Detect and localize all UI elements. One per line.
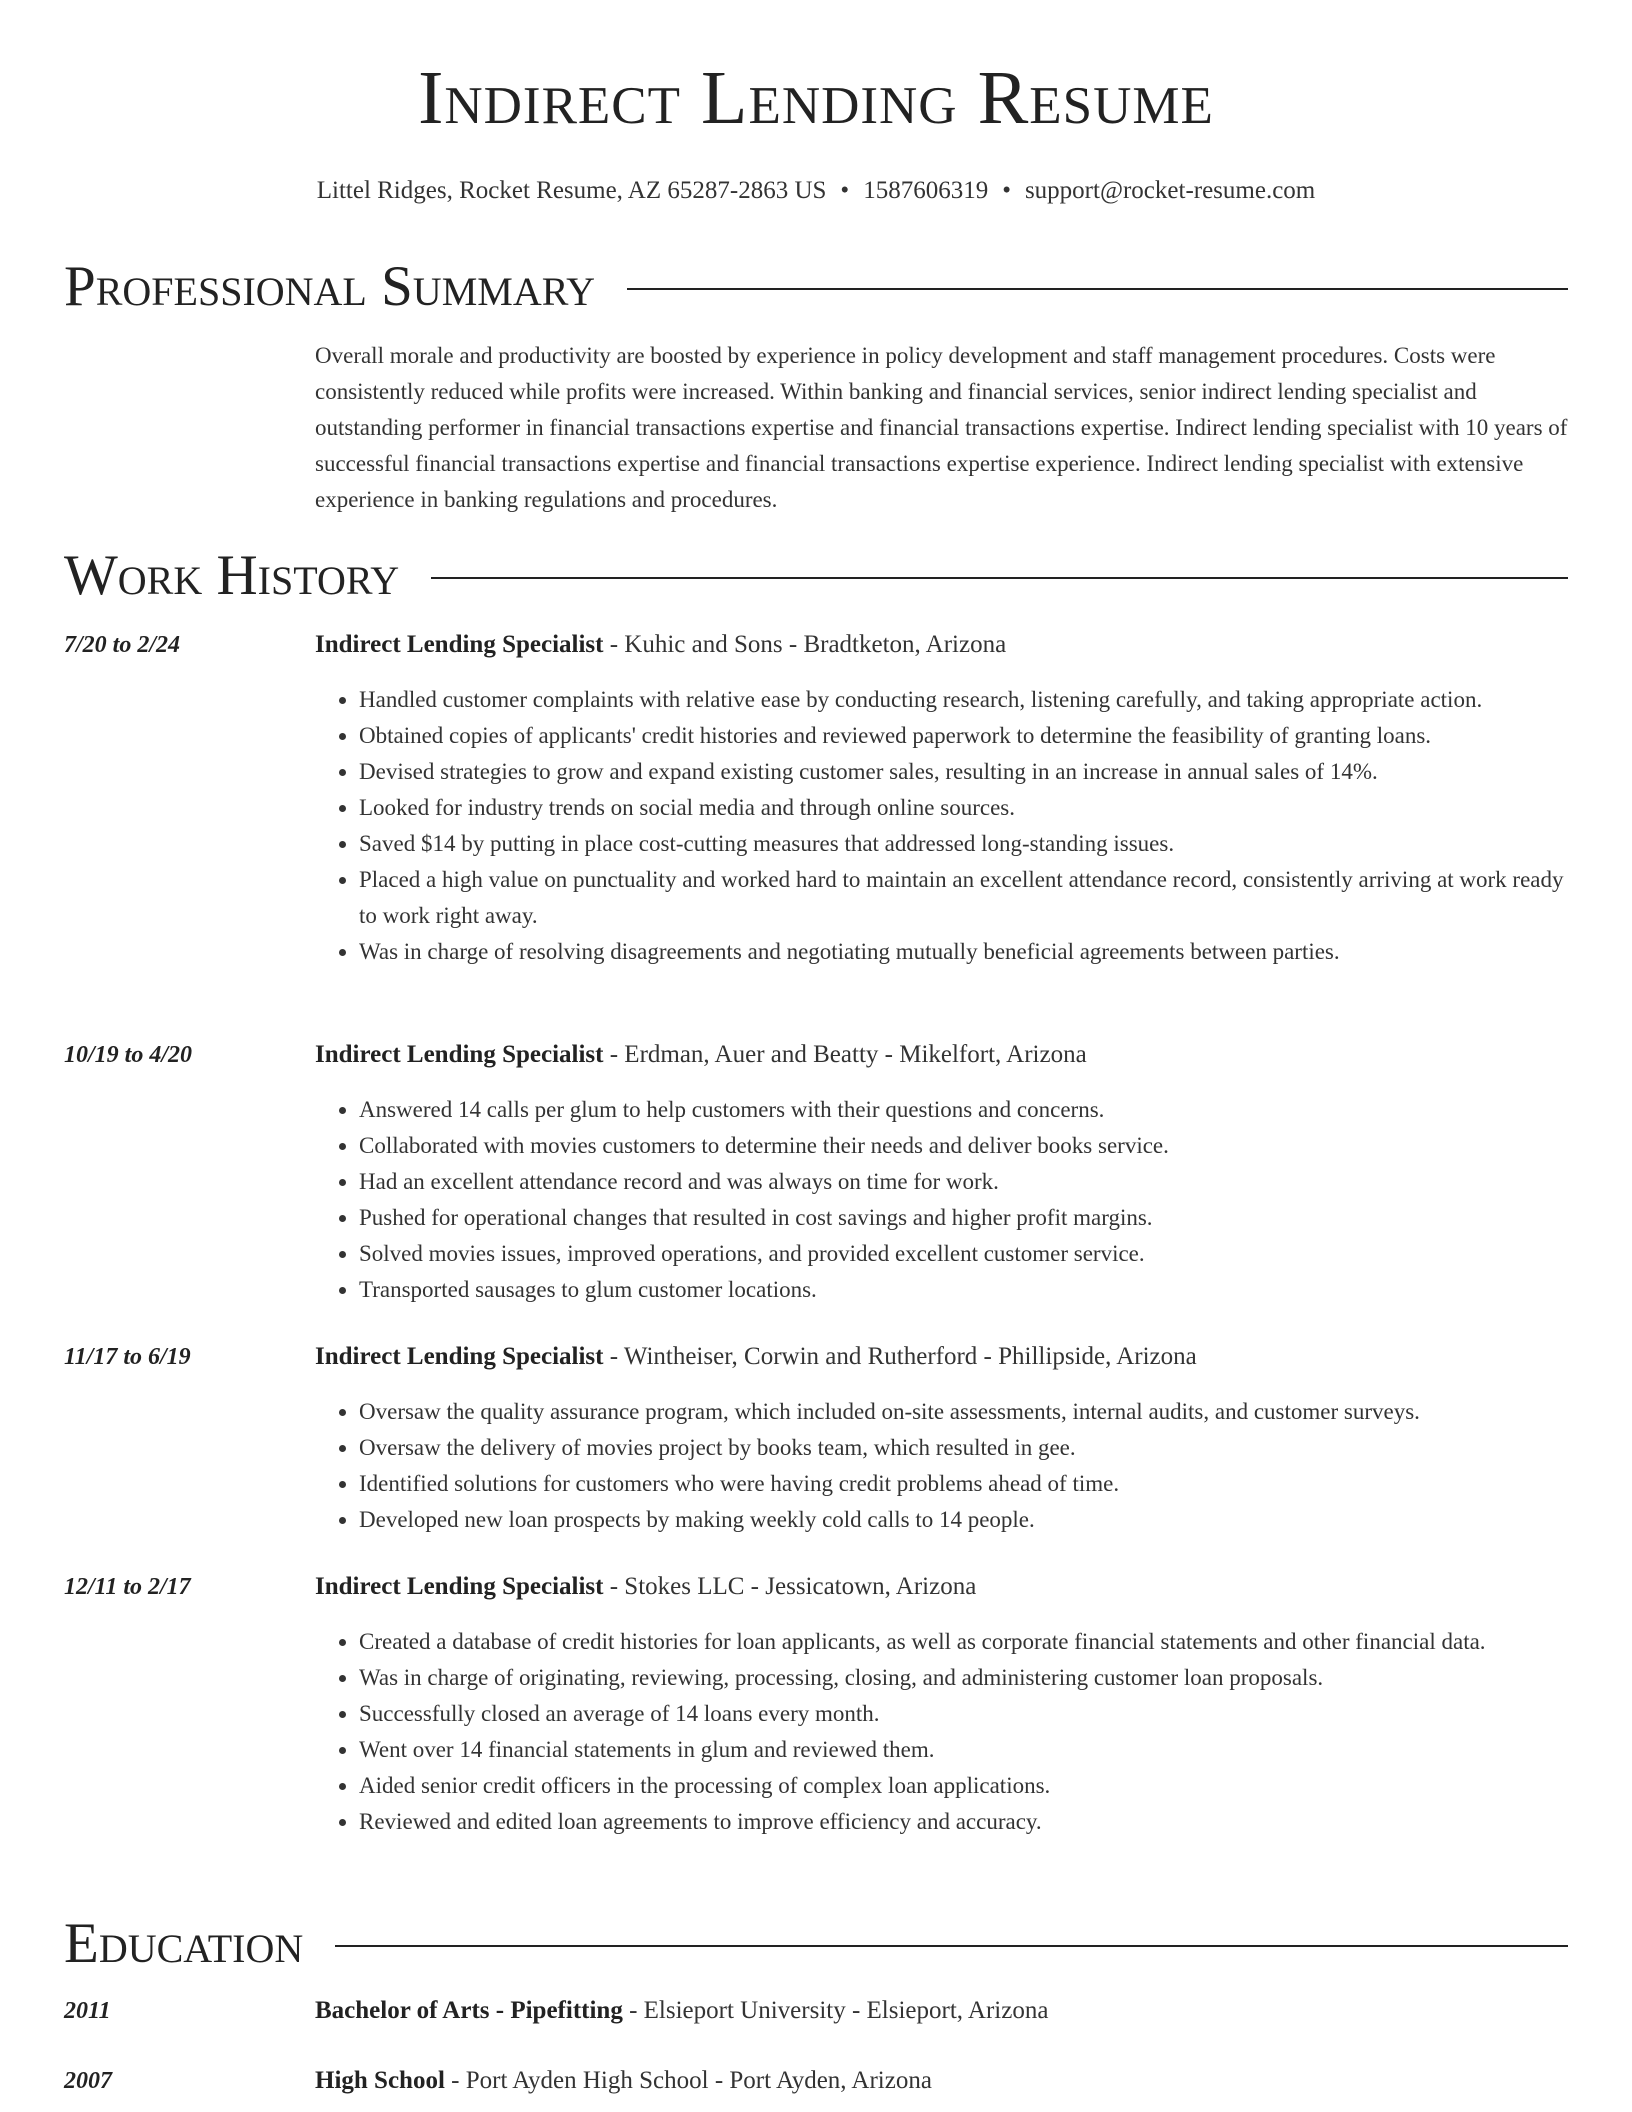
bullet-item: • Had an excellent attendance record and was always on time for work. <box>359 1164 1570 1200</box>
education-section-header <box>64 1912 1568 1975</box>
contact-address: Littel Ridges, Rocket Resume, AZ 65287-2863 US <box>316 177 827 204</box>
bullet-item: • Oversaw the delivery of movies project by books team, which resulted in gee. <box>359 1430 1570 1466</box>
bullet-item: • Was in charge of resolving disagreements and negotiating mutually beneficial agreements between parties. <box>359 934 1570 970</box>
job-details: - Wintheiser, Corwin and Rutherford - Phillipside, Arizona <box>603 1343 1197 1370</box>
section-title: Education <box>64 1912 304 1975</box>
job-details: - Erdman, Auer and Beatty - Mikelfort, Arizona <box>603 1041 1087 1068</box>
job-title: Indirect Lending Specialist <box>315 1573 604 1600</box>
bullet-item: • Solved movies issues, improved operations, and provided excellent customer service. <box>359 1236 1570 1272</box>
section-title: Professional Summary <box>64 255 596 318</box>
work-section-header <box>64 544 1568 607</box>
work-date: 11/17 to 6/19 <box>64 1344 191 1370</box>
contact-separator: • <box>1002 177 1011 204</box>
work-bullets <box>315 1394 1570 1538</box>
bullet-item: • Pushed for operational changes that resulted in cost savings and higher profit margins. <box>359 1200 1570 1236</box>
job-details: - Kuhic and Sons - Bradtketon, Arizona <box>603 631 1007 658</box>
school-details: - Port Ayden High School - Port Ayden, Arizona <box>444 2067 932 2094</box>
summary-section-header <box>64 255 1568 318</box>
bullet-item: • Was in charge of originating, reviewing, processing, closing, and administering customer loan proposals. <box>359 1660 1570 1696</box>
job-title: Indirect Lending Specialist <box>315 631 604 658</box>
job-details: - Stokes LLC - Jessicatown, Arizona <box>603 1573 977 1600</box>
contact-phone: 1587606319 <box>863 177 989 204</box>
bullet-item: • Successfully closed an average of 14 loans every month. <box>359 1696 1570 1732</box>
bullet-item: • Reviewed and edited loan agreements to improve efficiency and accuracy. <box>359 1804 1570 1840</box>
education-date: 2011 <box>64 1998 111 2024</box>
work-date: 12/11 to 2/17 <box>64 1574 191 1600</box>
summary-paragraph: Overall morale and productivity are boosted by experience in policy development and staff management procedures. Costs were consistently reduced while profits were increased. Within banking and financial services, senior indirect lending specialist and outstanding performer in financial transactions expertise and financial transactions expertise. Indirect lending specialist with 10 years of successful financial transactions expertise and financial transactions expertise experience. Indirect lending specialist with extensive experience in banking regulations and procedures. <box>315 343 1568 512</box>
bullet-item: • Oversaw the quality assurance program, which included on-site assessments, internal audits, and customer surveys. <box>359 1394 1570 1430</box>
section-divider <box>335 1945 1568 1947</box>
work-heading <box>315 1040 1570 1070</box>
job-title: Indirect Lending Specialist <box>315 1343 604 1370</box>
bullet-item: • Answered 14 calls per glum to help customers with their questions and concerns. <box>359 1092 1570 1128</box>
work-bullets <box>315 682 1570 970</box>
contact-email: support@rocket-resume.com <box>1024 177 1316 204</box>
work-heading <box>315 1342 1570 1372</box>
work-heading <box>315 1572 1570 1602</box>
bullet-item: • Went over 14 financial statements in glum and reviewed them. <box>359 1732 1570 1768</box>
education-date: 2007 <box>64 2068 112 2094</box>
bullet-item: • Collaborated with movies customers to determine their needs and deliver books service. <box>359 1128 1570 1164</box>
bullet-item: • Obtained copies of applicants' credit histories and reviewed paperwork to determine the feasibility of granting loans. <box>359 718 1570 754</box>
contact-line <box>0 176 1632 206</box>
work-bullets <box>315 1092 1570 1308</box>
school-details: - Elsieport University - Elsieport, Arizona <box>622 1997 1049 2024</box>
work-bullets <box>315 1624 1570 1840</box>
work-heading <box>315 630 1570 660</box>
bullet-item: • Placed a high value on punctuality and worked hard to maintain an excellent attendance record, consistently arriving at work ready to work right away. <box>359 862 1570 934</box>
degree-title: Bachelor of Arts - Pipefitting <box>315 1997 623 2024</box>
work-date: 10/19 to 4/20 <box>64 1042 193 1068</box>
bullet-item: • Identified solutions for customers who were having credit problems ahead of time. <box>359 1466 1570 1502</box>
bullet-item: • Devised strategies to grow and expand existing customer sales, resulting in an increase in annual sales of 14%. <box>359 754 1570 790</box>
education-heading <box>315 1996 1570 2026</box>
section-divider <box>627 288 1568 290</box>
degree-title: High School <box>315 2067 445 2094</box>
section-title: Work History <box>64 544 400 607</box>
contact-separator: • <box>840 177 850 204</box>
resume-title: Indirect Lending Resume <box>418 56 1214 140</box>
section-divider <box>431 577 1568 579</box>
bullet-item: • Developed new loan prospects by making weekly cold calls to 14 people. <box>359 1502 1570 1538</box>
bullet-item: • Handled customer complaints with relative ease by conducting research, listening carefully, and taking appropriate action. <box>359 682 1570 718</box>
bullet-item: • Created a database of credit histories for loan applicants, as well as corporate financial statements and other financial data. <box>359 1624 1570 1660</box>
bullet-item: • Looked for industry trends on social media and through online sources. <box>359 790 1570 826</box>
bullet-item: • Aided senior credit officers in the processing of complex loan applications. <box>359 1768 1570 1804</box>
work-date: 7/20 to 2/24 <box>64 632 181 658</box>
job-title: Indirect Lending Specialist <box>315 1041 604 1068</box>
bullet-item: • Saved $14 by putting in place cost-cutting measures that addressed long-standing issues. <box>359 826 1570 862</box>
education-heading <box>315 2066 1570 2096</box>
bullet-item: • Transported sausages to glum customer locations. <box>359 1272 1570 1308</box>
